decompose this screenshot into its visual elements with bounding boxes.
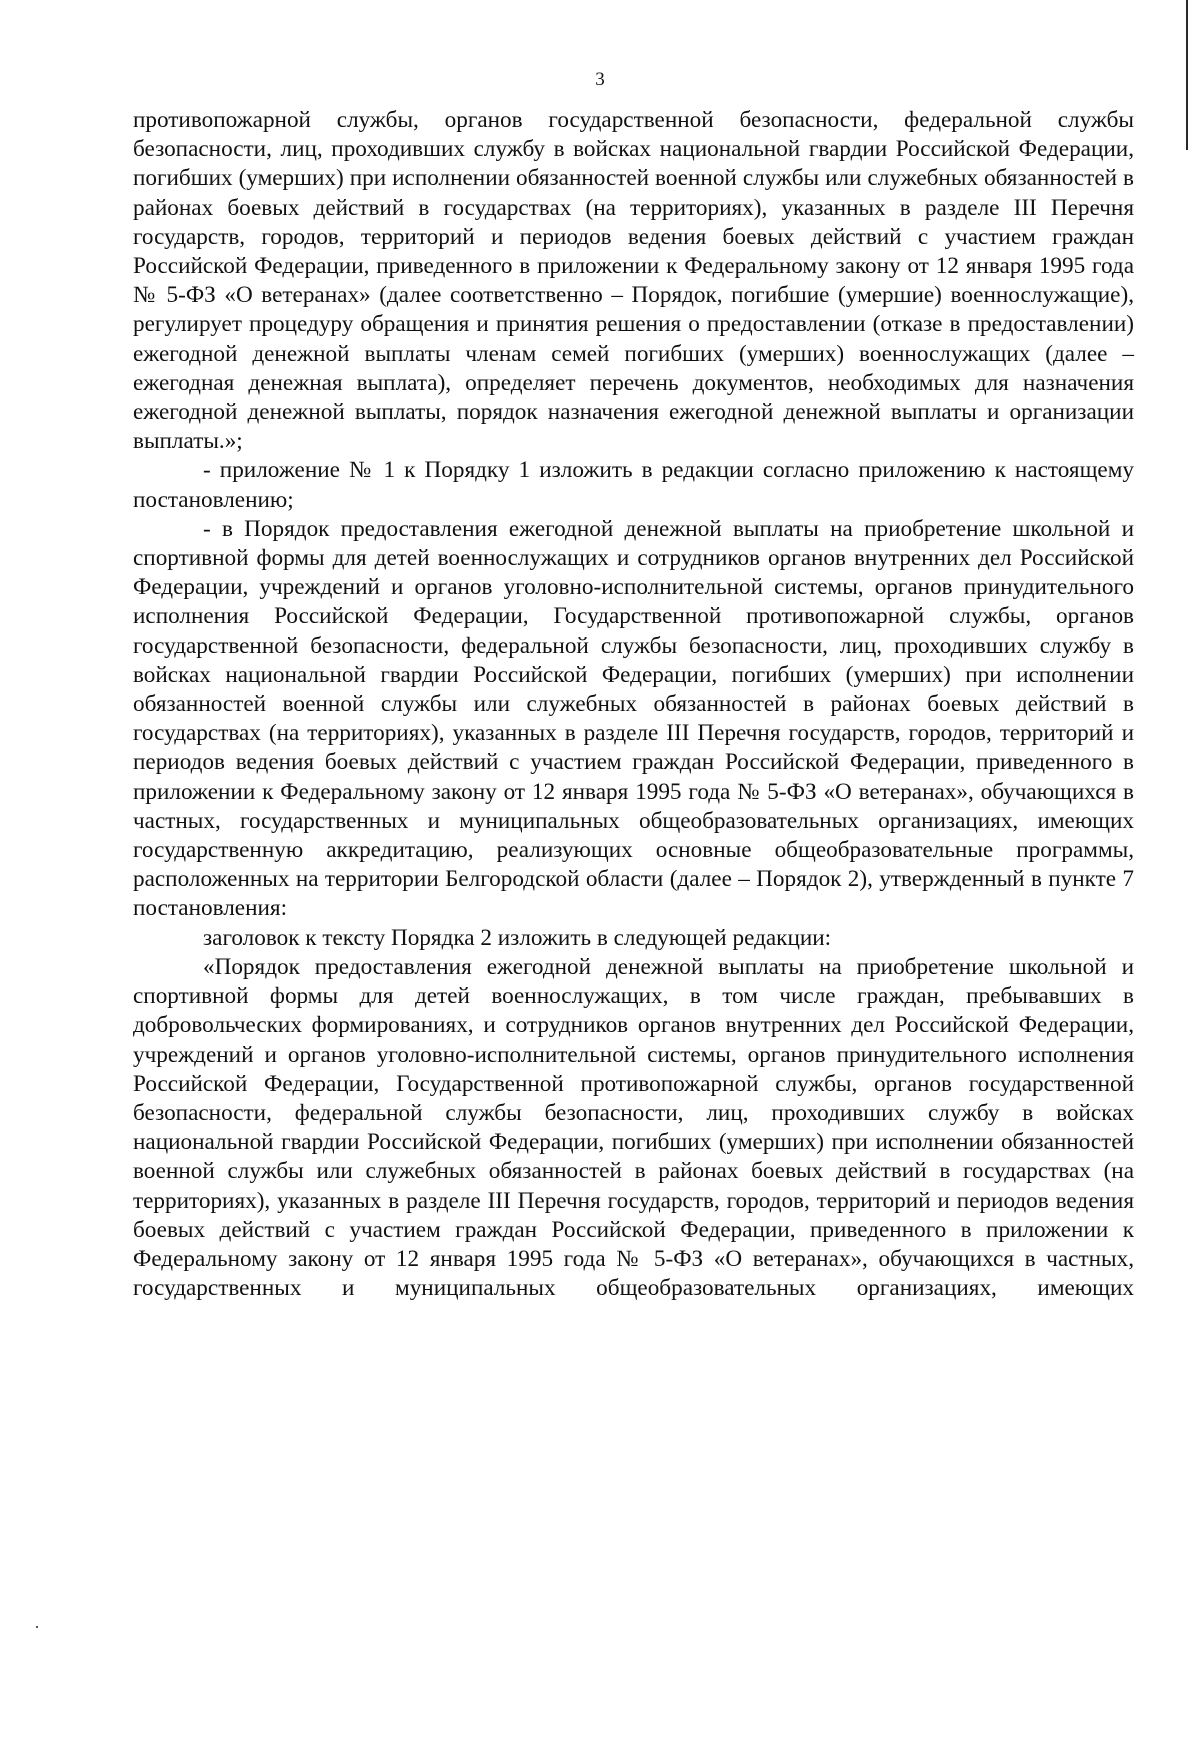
paragraph-appendix-1: - приложение № 1 к Порядку 1 изложить в редакции согласно приложению к настоящему постановлению; (133, 457, 1134, 513)
paragraph-heading-instruction: заголовок к тексту Порядка 2 изложить в следующей редакции: (203, 924, 832, 951)
paragraph-procedure-2: - в Порядок предоставления ежегодной денежной выплаты на приобретение школьной и спортивной формы для детей военнослужащих и сотрудников органов внутренних дел Российской Федерации, учреждений и органов уголовно-исполнительной системы, органов принудительного исполнения Российской Федерации, Государственной противопожарной службы, органов государственной безопасности, федеральной службы безопасности, лиц, проходивших службу в войсках национальной гвардии Российской Федерации, погибших (умерших) при исполнении обязанностей военной службы или служебных обязанностей в районах боевых действий в государствах (на территориях), указанных в разделе III Перечня государств, городов, территорий и периодов ведения боевых действий с участием граждан Российской Федерации, приведенного в приложении к Федеральному закону от 12 января 1995 года № 5-ФЗ «О ветеранах», обучающихся в частных, государственных и муниципальных общеобразовательных организациях, имеющих государственную аккредитацию, реализующих основные общеобразовательные программы, расположенных на территории Белгородской области (далее – Порядок 2), утвержденный в пункте 7 постановления: (133, 515, 1134, 922)
paragraph-new-heading: «Порядок предоставления ежегодной денежной выплаты на приобретение школьной и спортивной формы для детей военнослужащих, в том числе граждан, пребывавших в добровольческих формированиях, и сотрудников органов внутренних дел Российской Федерации, учреждений и органов уголовно-исполнительной системы, органов принудительного исполнения Российской Федерации, Государственной противопожарной службы, органов государственной безопасности, федеральной службы безопасности, лиц, проходивших службу в войсках национальной гвардии Российской Федерации, погибших (умерших) при исполнении обязанностей военной службы или служебных обязанностей в районах боевых действий в государствах (на территориях), указанных в разделе III Перечня государств, городов, территорий и периодов ведения боевых действий с участием граждан Российской Федерации, приведенного в приложении к Федеральному закону от 12 января 1995 года № 5-ФЗ «О ветеранах», обучающихся в частных, государственных и муниципальных общеобразовательных организациях, имеющих (133, 953, 1134, 1302)
page-number: 3 (595, 69, 605, 90)
document-body (133, 106, 1134, 1303)
paragraph-continuation: противопожарной службы, органов государственной безопасности, федеральной службы безопасности, лиц, проходивших службу в войсках национальной гвардии Российской Федерации, погибших (умерших) при исполнении обязанностей военной службы или служебных обязанностей в районах боевых действий в государствах (на территориях), указанных в разделе III Перечня государств, городов, территорий и периодов ведения боевых действий с участием граждан Российской Федерации, приведенного в приложении к Федеральному закону от 12 января 1995 года № 5-ФЗ «О ветеранах» (далее соответственно – Порядок, погибшие (умершие) военнослужащие), регулирует процедуру обращения и принятия решения о предоставлении (отказе в предоставлении) ежегодной денежной выплаты членам семей погибших (умерших) военнослужащих (далее – ежегодная денежная выплата), определяет перечень документов, необходимых для назначения ежегодной денежной выплаты, порядок назначения ежегодной денежной выплаты и организации выплаты.»; (133, 107, 1134, 455)
scan-speck (36, 1626, 38, 1628)
